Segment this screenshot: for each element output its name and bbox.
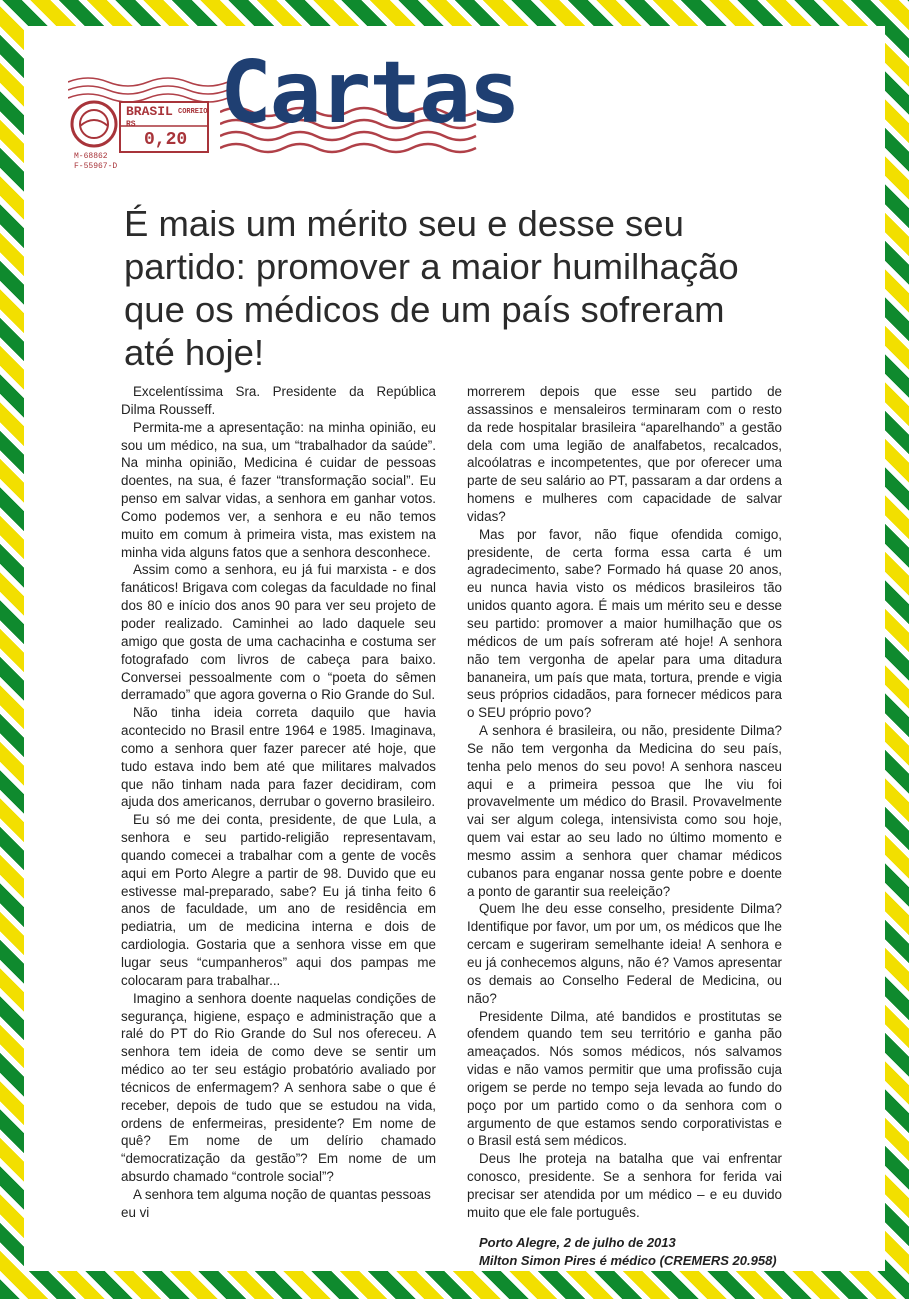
letter-page	[24, 26, 885, 1271]
section-title	[220, 43, 519, 170]
stamp-country: BRASIL	[126, 104, 173, 119]
paragraph: morrerem depois que esse seu partido de assassinos e mensaleiros terminaram com o resto da rede hospitalar brasileira “aparelhando” a gestão dela com uma legião de analfabetos, recalcados, alcoólatras e incompetentes, que por oferecer uma parte de seu salário ao PT, passaram a dar ordens a homens e mulheres com capacidade de salvar vidas?	[467, 384, 782, 524]
paragraph: Assim como a senhora, eu já fui marxista - e dos fanáticos! Brigava com colegas da faculdade no final dos 80 e início dos anos 90 para ver seu projeto de poder realizado. Caminhei ao lado daquele seu amigo que gosta de uma cachacinha e costuma ser fotografado com livros de cabeça para baixo. Conversei pessoalmente com o “poeta do sêmen derramado” que agora governa o Rio Grande do Sul.	[121, 562, 436, 703]
paragraph: A senhora é brasileira, ou não, presidente Dilma? Se não tem vergonha da Medicina do seu país, tenha pelo menos do seu povo! A senhora nasceu aqui e a primeira pessoa que lhe viu foi provavelmente um médico do Brasil. Provavelmente vai ser algum colega, intensivista como sou hoje, quem vai estar ao seu lado no último momento e mesmo assim a senhora quer chamar médicos cubanos para enganar nossa gente pobre e doente a ponto de garantir sua reeleição?	[467, 723, 782, 899]
paragraph: Presidente Dilma, até bandidos e prostitutas se ofendem quando tem seu território e ganha pão ameaçados. Nós somos médicos, nós salvamos vidas e não vamos permitir que uma profissão cuja origem se perde no tempo seja levada ao fundo do poço por um partido como o da senhora com o argumento de que estamos sendo corporativistas e o Brasil está sem médicos.	[467, 1008, 782, 1149]
paragraph: Quem lhe deu esse conselho, presidente Dilma? Identifique por favor, um por um, os médicos que lhe cercam e sugeriram semelhante ideia! A senhora e eu já conhecemos alguns, não é? Vamos apresentar os demais ao Conselho Federal de Medicina, ou não?	[467, 901, 782, 1006]
paragraph: Não tinha ideia correta daquilo que havia acontecido no Brasil entre 1964 e 1985. Imaginava, como a senhora quer fazer parecer até hoje, que tudo estava indo bem até que militares malvados que não tinham nada para fazer decidiram, com ajuda dos americanos, derrubar o governo brasileiro.	[121, 705, 436, 810]
signature-author: Milton Simon Pires é médico (CREMERS 20.958)	[479, 1252, 777, 1268]
paragraph: Permita-me a apresentação: na minha opinião, eu sou um médico, na sua, um “trabalhador da saúde”. Na minha opinião, Medicina é cuidar de pessoas doentes, na sua, é fazer “transformação social”. Eu penso em salvar vidas, a senhora em ganhar votos. Como podemos ver, a senhora e eu não temos muito em comum à primeira vista, mas existem na minha vida alguns fatos que a senhora desconhece.	[121, 419, 436, 560]
stamp-code-1: M-68862	[74, 152, 108, 161]
stamp-state: RS	[126, 120, 136, 129]
postage-stamp	[68, 64, 228, 172]
paragraph: Eu só me dei conta, presidente, de que Lula, a senhora e seu partido-religião representavam, quando comecei a trabalhar com a gente de vocês aqui em Porto Alegre a partir de 98. Duvido que eu estivesse mal-preparado, sabe? Eu já tinha feito 6 anos de faculdade, um ano de residência em pediatria, um de medicina interna e dois de cardiologia. Gostaria que a senhora visse em que lugar seus “cumpanheros” aqui dos pampas me colocaram para trabalhar...	[121, 812, 436, 988]
paragraph: A senhora tem alguma noção de quantas pessoas eu vi	[121, 1186, 431, 1220]
stamp-service: CORREIO	[178, 108, 208, 116]
section-title-text: Cartas	[220, 43, 519, 143]
paragraph: Imagino a senhora doente naquelas condições de segurança, higiene, espaço e administração que a ralé do PT do Rio Grande do Sul nos ofereceu. A senhora tem ideia de como deve se sentir um médico ao ter seu estágio probatório avaliado por técnicos de enfermagem? A senhora sabe o que é receber, depois de tudo que se estudou na vida, ordens de enfermeiras, presidente? Em nome de quê? Em nome de um delírio chamado “democratização da gestão”? Em nome de um absurdo chamado “controle social”?	[121, 990, 436, 1185]
column-left	[121, 383, 436, 1222]
stamp-value: 0,20	[144, 130, 188, 150]
article-headline: É mais um mérito seu e desse seu partido: promover a maior humilhação que os médicos de um país sofreram até hoje!	[124, 203, 739, 373]
paragraph: Excelentíssima Sra. Presidente da República Dilma Rousseff.	[121, 384, 436, 417]
paragraph: Deus lhe proteja na batalha que vai enfrentar conosco, presidente. Se a senhora for ferida vai precisar ser atendida por um médico – e eu duvido muito que ele fale português.	[467, 1151, 782, 1220]
column-right	[467, 383, 782, 1270]
stamp-code-2: F-55967-D	[74, 162, 118, 171]
paragraph: Mas por favor, não fique ofendida comigo, presidente, de certa forma essa carta é um agradecimento, sabe? Formado há quase 20 anos, eu nunca havia visto os médicos brasileiros tão unidos quanto agora. É mais um mérito seu e desse seu partido: promover a maior humilhação que os médicos de um país sofreram até hoje! A senhora não tem vergonha de apelar para uma ditadura bananeira, um país que mata, tortura, prende e vigia seus próprios cidadãos, para fornecer médicos para o SEU próprio povo?	[467, 526, 782, 721]
signature-block	[467, 1234, 782, 1270]
signature-place-date: Porto Alegre, 2 de julho de 2013	[479, 1234, 676, 1250]
